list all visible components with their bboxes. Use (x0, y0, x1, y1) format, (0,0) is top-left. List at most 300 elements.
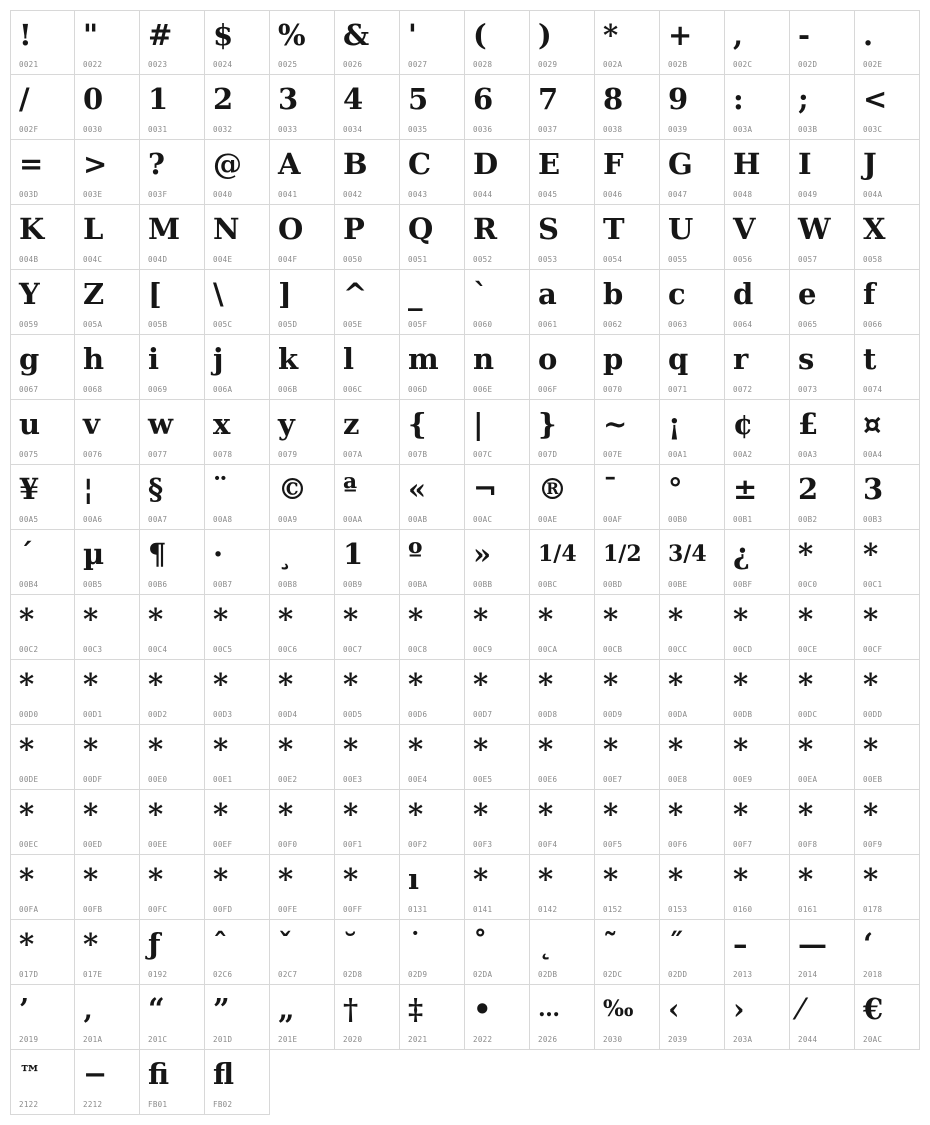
glyph-char: F (603, 147, 624, 181)
glyph-cell (140, 725, 205, 790)
glyph-char: ? (148, 147, 165, 181)
glyph-cell (140, 855, 205, 920)
glyph-char: * (148, 602, 164, 636)
glyph-code: 00C8 (408, 645, 428, 654)
glyph-char: * (473, 732, 489, 766)
glyph-code: 004A (863, 190, 883, 199)
glyph-cell (855, 595, 920, 660)
glyph-char: * (603, 862, 619, 896)
glyph-char: : (733, 82, 744, 116)
glyph-char: * (19, 732, 35, 766)
glyph-cell (530, 855, 595, 920)
glyph-char: 7 (538, 82, 559, 116)
glyph-cell (10, 985, 75, 1050)
glyph-code: 007E (603, 450, 623, 459)
glyph-char: „ (278, 992, 295, 1026)
glyph-cell (465, 855, 530, 920)
glyph-cell (205, 855, 270, 920)
glyph-char: @ (213, 147, 242, 181)
glyph-char: & (343, 18, 370, 52)
glyph-cell (530, 790, 595, 855)
glyph-char: * (798, 862, 814, 896)
glyph-char: * (278, 732, 294, 766)
glyph-code: 00EE (148, 840, 168, 849)
glyph-char: # (148, 18, 173, 52)
glyph-code: 0029 (538, 60, 558, 69)
glyph-char: w (148, 407, 173, 441)
glyph-cell (400, 10, 465, 75)
glyph-char: * (733, 602, 749, 636)
glyph-cell (270, 530, 335, 595)
glyph-code: 00CF (863, 645, 883, 654)
glyph-char: H (733, 147, 761, 181)
glyph-code: 0022 (83, 60, 103, 69)
glyph-code: 0035 (408, 125, 428, 134)
glyph-code: 00E2 (278, 775, 298, 784)
glyph-char: * (83, 862, 99, 896)
glyph-cell (10, 10, 75, 75)
glyph-char: Q (408, 212, 434, 246)
glyph-cell (855, 270, 920, 335)
glyph-cell (660, 790, 725, 855)
glyph-cell (530, 400, 595, 465)
glyph-char: ) (538, 18, 552, 52)
glyph-cell (595, 270, 660, 335)
glyph-code: 0161 (798, 905, 818, 914)
glyph-code: 02DB (538, 970, 558, 979)
glyph-cell (660, 855, 725, 920)
glyph-cell (140, 985, 205, 1050)
glyph-code: 00F2 (408, 840, 428, 849)
glyph-char: B (343, 147, 368, 181)
glyph-code: 00FE (278, 905, 298, 914)
glyph-char: « (408, 472, 427, 506)
glyph-code: 00F7 (733, 840, 753, 849)
glyph-char: ˘ (343, 927, 358, 961)
glyph-code: 003B (798, 125, 818, 134)
glyph-char: } (538, 407, 557, 441)
glyph-char: 3 (278, 82, 299, 116)
glyph-code: 00DC (798, 710, 818, 719)
glyph-cell (335, 595, 400, 660)
glyph-char: º (408, 537, 423, 571)
glyph-code: 2122 (19, 1100, 39, 1109)
glyph-char: ( (473, 18, 487, 52)
glyph-char: ‹ (668, 992, 680, 1026)
glyph-cell (725, 10, 790, 75)
glyph-char: — (798, 927, 827, 961)
glyph-cell (530, 920, 595, 985)
glyph-char: * (668, 732, 684, 766)
glyph-char: * (343, 667, 359, 701)
glyph-char: o (538, 342, 558, 376)
glyph-code: 00E8 (668, 775, 688, 784)
glyph-char: % (278, 18, 306, 52)
glyph-code: 2030 (603, 1035, 623, 1044)
glyph-char: * (473, 602, 489, 636)
glyph-code: 00C4 (148, 645, 168, 654)
glyph-cell (335, 270, 400, 335)
glyph-cell (465, 595, 530, 660)
glyph-cell (855, 530, 920, 595)
glyph-char: » (473, 537, 492, 571)
glyph-code: 00B3 (863, 515, 883, 524)
glyph-char: Z (83, 277, 105, 311)
glyph-char: * (213, 797, 229, 831)
glyph-code: 00BA (408, 580, 428, 589)
glyph-char: O (278, 212, 304, 246)
glyph-cell (400, 205, 465, 270)
glyph-cell (400, 140, 465, 205)
glyph-char: ” (213, 992, 230, 1026)
glyph-char: £ (798, 407, 819, 441)
glyph-char: * (148, 797, 164, 831)
glyph-char: “ (148, 992, 165, 1026)
glyph-code: 00C1 (863, 580, 883, 589)
glyph-cell (790, 660, 855, 725)
glyph-char: 1/4 (538, 541, 577, 567)
glyph-char: · (213, 537, 224, 571)
glyph-char: ¯ (603, 472, 618, 506)
glyph-code: 00E1 (213, 775, 233, 784)
glyph-char: © (278, 472, 307, 506)
glyph-code: 2044 (798, 1035, 818, 1044)
glyph-code: 003C (863, 125, 883, 134)
glyph-cell (595, 140, 660, 205)
glyph-code: 005A (83, 320, 103, 329)
glyph-cell (790, 790, 855, 855)
glyph-code: 0069 (148, 385, 168, 394)
glyph-code: 002C (733, 60, 753, 69)
glyph-cell (10, 1050, 75, 1115)
glyph-code: 0050 (343, 255, 363, 264)
glyph-code: 0052 (473, 255, 493, 264)
glyph-char: * (473, 797, 489, 831)
glyph-code: 006D (408, 385, 428, 394)
glyph-code: 00BF (733, 580, 753, 589)
glyph-cell (335, 75, 400, 140)
glyph-cell (335, 855, 400, 920)
glyph-char: 0 (83, 82, 104, 116)
glyph-char: • (473, 992, 492, 1026)
glyph-char: * (278, 667, 294, 701)
glyph-cell (75, 660, 140, 725)
glyph-cell (335, 985, 400, 1050)
glyph-char: ¥ (19, 472, 40, 506)
glyph-cell (660, 465, 725, 530)
glyph-code: 2039 (668, 1035, 688, 1044)
glyph-code: 00EF (213, 840, 233, 849)
glyph-cell (270, 660, 335, 725)
glyph-cell (140, 595, 205, 660)
glyph-char: ¶ (148, 537, 167, 571)
glyph-cell (790, 465, 855, 530)
glyph-code: 004B (19, 255, 39, 264)
glyph-cell (725, 205, 790, 270)
glyph-cell (75, 270, 140, 335)
glyph-char: T (603, 212, 625, 246)
glyph-char: 3 (863, 472, 884, 506)
glyph-code: 003A (733, 125, 753, 134)
glyph-char: . (863, 18, 874, 52)
glyph-code: 0054 (603, 255, 623, 264)
glyph-cell (725, 270, 790, 335)
glyph-char: ˇ (278, 927, 293, 961)
glyph-cell (75, 790, 140, 855)
glyph-code: 00C3 (83, 645, 103, 654)
glyph-char: ` (473, 277, 488, 311)
glyph-code: 00DA (668, 710, 688, 719)
glyph-code: 00B5 (83, 580, 103, 589)
glyph-code: 00A5 (19, 515, 39, 524)
glyph-cell (140, 400, 205, 465)
glyph-code: 00A2 (733, 450, 753, 459)
glyph-code: 006A (213, 385, 233, 394)
glyph-char: s (798, 342, 815, 376)
glyph-cell (660, 205, 725, 270)
glyph-cell (10, 530, 75, 595)
glyph-cell (465, 530, 530, 595)
glyph-code: 00FA (19, 905, 39, 914)
glyph-char: - (798, 18, 811, 52)
glyph-char: * (278, 602, 294, 636)
glyph-code: 0076 (83, 450, 103, 459)
glyph-char: 1/2 (603, 541, 642, 567)
glyph-code: 00CB (603, 645, 623, 654)
glyph-cell (335, 465, 400, 530)
glyph-cell (595, 205, 660, 270)
glyph-cell (10, 855, 75, 920)
glyph-code: 0071 (668, 385, 688, 394)
glyph-code: 203A (733, 1035, 753, 1044)
glyph-code: 007D (538, 450, 558, 459)
glyph-cell (790, 530, 855, 595)
glyph-cell (75, 10, 140, 75)
glyph-cell (205, 400, 270, 465)
glyph-char: P (343, 212, 365, 246)
glyph-char: … (538, 996, 560, 1022)
glyph-code: 00C2 (19, 645, 39, 654)
glyph-cell (725, 140, 790, 205)
glyph-char: E (538, 147, 561, 181)
glyph-code: 00A7 (148, 515, 168, 524)
glyph-code: 00B7 (213, 580, 233, 589)
glyph-code: 0141 (473, 905, 493, 914)
glyph-cell (400, 595, 465, 660)
glyph-code: 00F0 (278, 840, 298, 849)
glyph-char: * (863, 797, 879, 831)
glyph-char: * (213, 602, 229, 636)
glyph-cell (400, 660, 465, 725)
glyph-char: V (733, 212, 756, 246)
glyph-cell (205, 1050, 270, 1115)
glyph-code: 00E6 (538, 775, 558, 784)
glyph-char: * (733, 862, 749, 896)
glyph-code: 004C (83, 255, 103, 264)
glyph-cell (205, 595, 270, 660)
glyph-code: 0142 (538, 905, 558, 914)
glyph-char: n (473, 342, 495, 376)
glyph-code: 00D6 (408, 710, 428, 719)
glyph-code: 00CE (798, 645, 818, 654)
glyph-code: 00F9 (863, 840, 883, 849)
glyph-cell (595, 660, 660, 725)
glyph-char: – (733, 927, 748, 961)
glyph-char: r (733, 342, 749, 376)
glyph-cell (595, 790, 660, 855)
glyph-cell (10, 660, 75, 725)
glyph-char: k (278, 342, 299, 376)
glyph-char: e (798, 277, 817, 311)
glyph-cell (75, 855, 140, 920)
glyph-code: 0028 (473, 60, 493, 69)
glyph-cell (335, 790, 400, 855)
glyph-char: ﬂ (213, 1057, 235, 1091)
glyph-char: G (668, 147, 693, 181)
glyph-code: 0032 (213, 125, 233, 134)
glyph-cell (205, 790, 270, 855)
glyph-cell (465, 140, 530, 205)
glyph-cell (400, 400, 465, 465)
glyph-code: 00AC (473, 515, 493, 524)
glyph-cell (465, 920, 530, 985)
glyph-cell (530, 725, 595, 790)
glyph-cell (790, 140, 855, 205)
glyph-cell (75, 595, 140, 660)
glyph-code: 0047 (668, 190, 688, 199)
glyph-char: * (343, 732, 359, 766)
glyph-code: 005D (278, 320, 298, 329)
glyph-cell (530, 10, 595, 75)
glyph-cell (400, 725, 465, 790)
glyph-code: 2018 (863, 970, 883, 979)
glyph-char: * (798, 732, 814, 766)
glyph-cell (465, 75, 530, 140)
glyph-cell (10, 595, 75, 660)
glyph-code: 00E4 (408, 775, 428, 784)
glyph-char: ‰ (603, 996, 634, 1022)
glyph-code: 0031 (148, 125, 168, 134)
glyph-cell (270, 855, 335, 920)
glyph-char: * (83, 732, 99, 766)
glyph-code: 00E0 (148, 775, 168, 784)
glyph-cell (75, 75, 140, 140)
glyph-code: 0055 (668, 255, 688, 264)
glyph-char: y (278, 407, 295, 441)
glyph-code: 00DB (733, 710, 753, 719)
glyph-code: 00F8 (798, 840, 818, 849)
glyph-char: * (473, 667, 489, 701)
glyph-code: 00AE (538, 515, 558, 524)
glyph-cell (855, 660, 920, 725)
glyph-cell (140, 140, 205, 205)
glyph-cell (10, 790, 75, 855)
glyph-cell (75, 530, 140, 595)
glyph-code: 0078 (213, 450, 233, 459)
glyph-cell (270, 985, 335, 1050)
glyph-char: K (19, 212, 45, 246)
glyph-code: 2212 (83, 1100, 103, 1109)
glyph-cell (270, 205, 335, 270)
glyph-cell (725, 595, 790, 660)
glyph-cell (205, 985, 270, 1050)
glyph-char: D (473, 147, 499, 181)
glyph-cell (400, 335, 465, 400)
glyph-char: g (19, 342, 40, 376)
glyph-code: 005E (343, 320, 363, 329)
glyph-cell (855, 75, 920, 140)
glyph-char: * (603, 602, 619, 636)
glyph-cell (530, 660, 595, 725)
glyph-char: 5 (408, 82, 429, 116)
glyph-char: ^ (343, 277, 368, 311)
glyph-cell (530, 465, 595, 530)
glyph-char: › (733, 992, 745, 1026)
glyph-code: 0058 (863, 255, 883, 264)
glyph-char: L (83, 212, 104, 246)
glyph-code: 017E (83, 970, 103, 979)
glyph-cell (790, 920, 855, 985)
glyph-code: 00BB (473, 580, 493, 589)
glyph-cell (140, 530, 205, 595)
glyph-char: † (343, 992, 359, 1026)
glyph-cell (205, 660, 270, 725)
glyph-char: u (19, 407, 41, 441)
glyph-code: 0040 (213, 190, 233, 199)
glyph-cell (75, 400, 140, 465)
glyph-cell (855, 400, 920, 465)
glyph-code: 0021 (19, 60, 39, 69)
glyph-cell (725, 660, 790, 725)
glyph-code: 0131 (408, 905, 428, 914)
glyph-char: U (668, 212, 694, 246)
glyph-code: 201D (213, 1035, 233, 1044)
glyph-char: j (213, 342, 224, 376)
glyph-char: ¨ (213, 472, 228, 506)
glyph-cell (595, 920, 660, 985)
glyph-cell (725, 985, 790, 1050)
glyph-cell (595, 465, 660, 530)
glyph-cell (75, 920, 140, 985)
glyph-char: § (148, 472, 164, 506)
glyph-cell (465, 465, 530, 530)
glyph-char: x (213, 407, 231, 441)
glyph-cell (725, 335, 790, 400)
glyph-char: * (603, 667, 619, 701)
glyph-cell (790, 335, 855, 400)
glyph-char: * (668, 862, 684, 896)
glyph-cell (10, 920, 75, 985)
glyph-char: f (863, 277, 876, 311)
glyph-char: " (83, 18, 99, 52)
glyph-cell (205, 270, 270, 335)
glyph-cell (335, 205, 400, 270)
glyph-cell (140, 920, 205, 985)
glyph-code: 0039 (668, 125, 688, 134)
glyph-char: _ (408, 277, 423, 311)
glyph-char: ´ (19, 537, 34, 571)
glyph-code: 0073 (798, 385, 818, 394)
glyph-code: 00FC (148, 905, 168, 914)
glyph-char: M (148, 212, 181, 246)
glyph-cell (530, 595, 595, 660)
glyph-char: + (668, 18, 693, 52)
glyph-char: / (19, 82, 30, 116)
glyph-char: * (538, 667, 554, 701)
glyph-cell (140, 205, 205, 270)
glyph-code: 0034 (343, 125, 363, 134)
glyph-code: 00CD (733, 645, 753, 654)
